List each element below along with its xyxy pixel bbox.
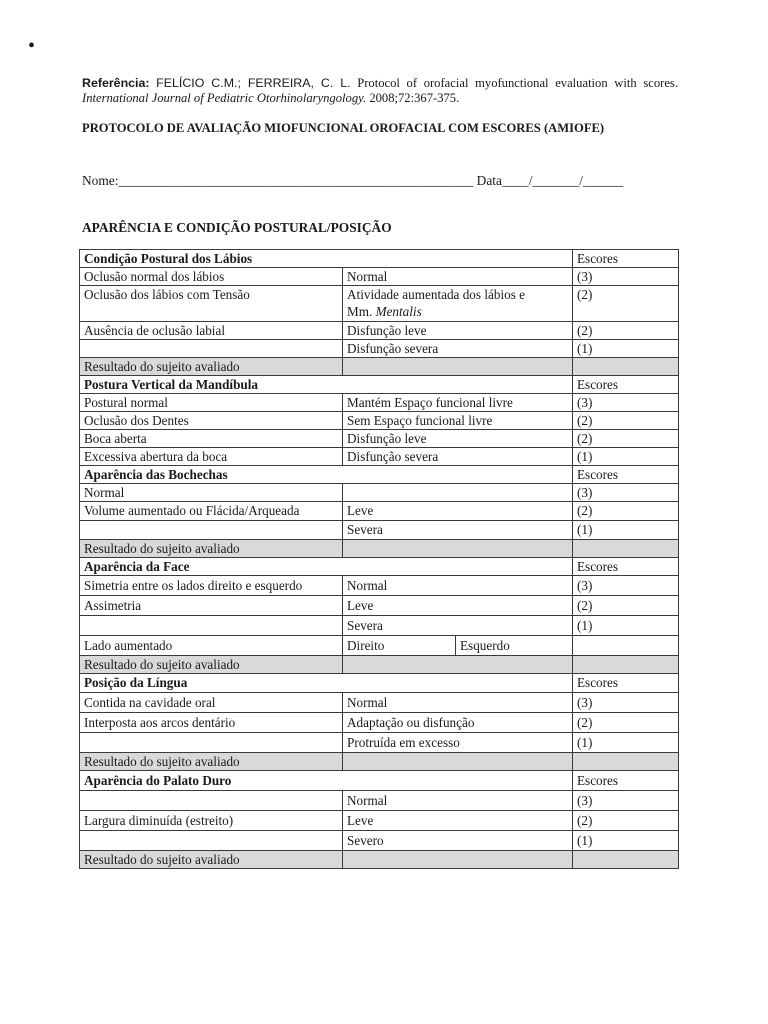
result-score-cell[interactable] bbox=[573, 851, 679, 869]
result-score-cell[interactable] bbox=[573, 540, 679, 558]
scores-header: Escores bbox=[573, 558, 679, 576]
condition-cell: Disfunção leve bbox=[343, 430, 573, 448]
result-row bbox=[80, 540, 679, 558]
item-cell bbox=[80, 831, 343, 851]
result-row bbox=[80, 851, 679, 869]
result-label: Resultado do sujeito avaliado bbox=[80, 656, 343, 674]
item-cell bbox=[80, 791, 343, 811]
table-row bbox=[80, 268, 679, 286]
table-row bbox=[80, 576, 679, 596]
score-cell[interactable] bbox=[573, 636, 679, 656]
section-heading-palato: Aparência do Palato Duro bbox=[80, 771, 573, 791]
condition-cell: Normal bbox=[343, 791, 573, 811]
score-cell: (2) bbox=[573, 713, 679, 733]
table-row bbox=[80, 791, 679, 811]
name-date-field[interactable]: Nome:_____________________________________________________ Data____/_______/______ bbox=[82, 173, 624, 188]
condition-cell: Normal bbox=[343, 576, 573, 596]
scores-header: Escores bbox=[573, 376, 679, 394]
result-empty-cell bbox=[343, 656, 573, 674]
table-row bbox=[80, 733, 679, 753]
condition-cell: Disfunção severa bbox=[343, 448, 573, 466]
result-row bbox=[80, 656, 679, 674]
score-cell: (1) bbox=[573, 616, 679, 636]
scores-header: Escores bbox=[573, 250, 679, 268]
result-score-cell[interactable] bbox=[573, 656, 679, 674]
table-row bbox=[80, 286, 679, 322]
item-cell bbox=[80, 616, 343, 636]
score-cell: (3) bbox=[573, 576, 679, 596]
condition-cell: Leve bbox=[343, 502, 573, 521]
condition-cell-left: Esquerdo bbox=[456, 636, 573, 656]
result-score-cell[interactable] bbox=[573, 358, 679, 376]
reference-year-volume: 2008;72:367-375. bbox=[369, 91, 460, 105]
table-row bbox=[80, 713, 679, 733]
condition-cell: Leve bbox=[343, 811, 573, 831]
reference-paper-title: Protocol of orofacial myofunctional evaluation with scores. bbox=[357, 76, 678, 90]
document-title: PROTOCOLO DE AVALIAÇÃO MIOFUNCIONAL OROFACIAL COM ESCORES (AMIOFE) bbox=[82, 121, 605, 135]
score-cell: (1) bbox=[573, 831, 679, 851]
table-row bbox=[80, 484, 679, 502]
table-row bbox=[80, 394, 679, 412]
score-cell: (2) bbox=[573, 286, 679, 322]
score-cell: (1) bbox=[573, 521, 679, 540]
condition-cell: Severo bbox=[343, 831, 573, 851]
table-row bbox=[80, 616, 679, 636]
section-heading-lingua: Posição da Língua bbox=[80, 674, 573, 693]
score-cell: (3) bbox=[573, 484, 679, 502]
condition-cell bbox=[343, 286, 573, 322]
score-cell: (3) bbox=[573, 268, 679, 286]
result-label: Resultado do sujeito avaliado bbox=[80, 753, 343, 771]
score-cell: (2) bbox=[573, 412, 679, 430]
scores-header: Escores bbox=[573, 674, 679, 693]
item-cell: Lado aumentado bbox=[80, 636, 343, 656]
scores-header: Escores bbox=[573, 466, 679, 484]
score-cell: (3) bbox=[573, 693, 679, 713]
reference-authors: FELÍCIO C.M.; FERREIRA, C. L. bbox=[156, 76, 351, 90]
score-cell: (1) bbox=[573, 733, 679, 753]
result-label: Resultado do sujeito avaliado bbox=[80, 358, 343, 376]
table-section-header bbox=[80, 558, 679, 576]
item-cell: Normal bbox=[80, 484, 343, 502]
scores-header: Escores bbox=[573, 771, 679, 791]
table-section-header bbox=[80, 250, 679, 268]
item-cell bbox=[80, 733, 343, 753]
reference-citation bbox=[82, 76, 678, 106]
condition-cell: Disfunção leve bbox=[343, 322, 573, 340]
bullet-point: • bbox=[28, 35, 36, 57]
result-row bbox=[80, 358, 679, 376]
evaluation-table bbox=[79, 249, 679, 869]
reference-label: Referência: bbox=[82, 76, 150, 90]
condition-cell: Disfunção severa bbox=[343, 340, 573, 358]
table-section-header bbox=[80, 466, 679, 484]
item-cell: Interposta aos arcos dentário bbox=[80, 713, 343, 733]
section-title: APARÊNCIA E CONDIÇÃO POSTURAL/POSIÇÃO bbox=[82, 220, 392, 235]
condition-cell: Leve bbox=[343, 596, 573, 616]
result-row bbox=[80, 753, 679, 771]
condition-cell: Sem Espaço funcional livre bbox=[343, 412, 573, 430]
section-heading-labios: Condição Postural dos Lábios bbox=[80, 250, 573, 268]
table-row bbox=[80, 412, 679, 430]
score-cell: (1) bbox=[573, 448, 679, 466]
table-row bbox=[80, 502, 679, 521]
condition-cell: Mantém Espaço funcional livre bbox=[343, 394, 573, 412]
condition-cell bbox=[343, 484, 573, 502]
score-cell: (2) bbox=[573, 596, 679, 616]
result-score-cell[interactable] bbox=[573, 753, 679, 771]
result-empty-cell bbox=[343, 540, 573, 558]
table-row bbox=[80, 340, 679, 358]
section-heading-bochechas: Aparência das Bochechas bbox=[80, 466, 573, 484]
table-row bbox=[80, 636, 679, 656]
table-section-header bbox=[80, 674, 679, 693]
condition-cell-right: Direito bbox=[343, 636, 456, 656]
item-cell: Oclusão dos Dentes bbox=[80, 412, 343, 430]
table-section-header bbox=[80, 771, 679, 791]
score-cell: (3) bbox=[573, 791, 679, 811]
table-row bbox=[80, 430, 679, 448]
item-cell: Contida na cavidade oral bbox=[80, 693, 343, 713]
item-cell: Excessiva abertura da boca bbox=[80, 448, 343, 466]
item-cell: Largura diminuída (estreito) bbox=[80, 811, 343, 831]
score-cell: (2) bbox=[573, 430, 679, 448]
item-cell: Boca aberta bbox=[80, 430, 343, 448]
section-heading-face: Aparência da Face bbox=[80, 558, 573, 576]
item-cell: Assimetria bbox=[80, 596, 343, 616]
item-cell: Oclusão normal dos lábios bbox=[80, 268, 343, 286]
item-cell bbox=[80, 340, 343, 358]
condition-cell: Normal bbox=[343, 268, 573, 286]
condition-cell: Protruída em excesso bbox=[343, 733, 573, 753]
section-heading-mandibula: Postura Vertical da Mandíbula bbox=[80, 376, 573, 394]
item-cell: Ausência de oclusão labial bbox=[80, 322, 343, 340]
table-row bbox=[80, 596, 679, 616]
result-empty-cell bbox=[343, 753, 573, 771]
condition-line: Atividade aumentada dos lábios e bbox=[347, 287, 525, 302]
table-row bbox=[80, 811, 679, 831]
table-section-header bbox=[80, 376, 679, 394]
score-cell: (2) bbox=[573, 502, 679, 521]
item-cell bbox=[80, 521, 343, 540]
result-empty-cell bbox=[343, 358, 573, 376]
table-row bbox=[80, 448, 679, 466]
table-row bbox=[80, 521, 679, 540]
reference-journal: International Journal of Pediatric Otorhinolaryngology. bbox=[82, 91, 367, 105]
score-cell: (2) bbox=[573, 322, 679, 340]
item-cell: Simetria entre os lados direito e esquerdo bbox=[80, 576, 343, 596]
table-row bbox=[80, 693, 679, 713]
item-cell: Postural normal bbox=[80, 394, 343, 412]
table-row bbox=[80, 831, 679, 851]
score-cell: (3) bbox=[573, 394, 679, 412]
condition-line: Mm. bbox=[347, 304, 373, 319]
condition-italic: Mentalis bbox=[375, 304, 422, 319]
item-cell: Volume aumentado ou Flácida/Arqueada bbox=[80, 502, 343, 521]
score-cell: (1) bbox=[573, 340, 679, 358]
condition-cell: Severa bbox=[343, 521, 573, 540]
condition-cell: Adaptação ou disfunção bbox=[343, 713, 573, 733]
condition-cell: Severa bbox=[343, 616, 573, 636]
table-row bbox=[80, 322, 679, 340]
score-cell: (2) bbox=[573, 811, 679, 831]
result-empty-cell bbox=[343, 851, 573, 869]
result-label: Resultado do sujeito avaliado bbox=[80, 540, 343, 558]
condition-cell: Normal bbox=[343, 693, 573, 713]
result-label: Resultado do sujeito avaliado bbox=[80, 851, 343, 869]
item-cell: Oclusão dos lábios com Tensão bbox=[80, 286, 343, 322]
